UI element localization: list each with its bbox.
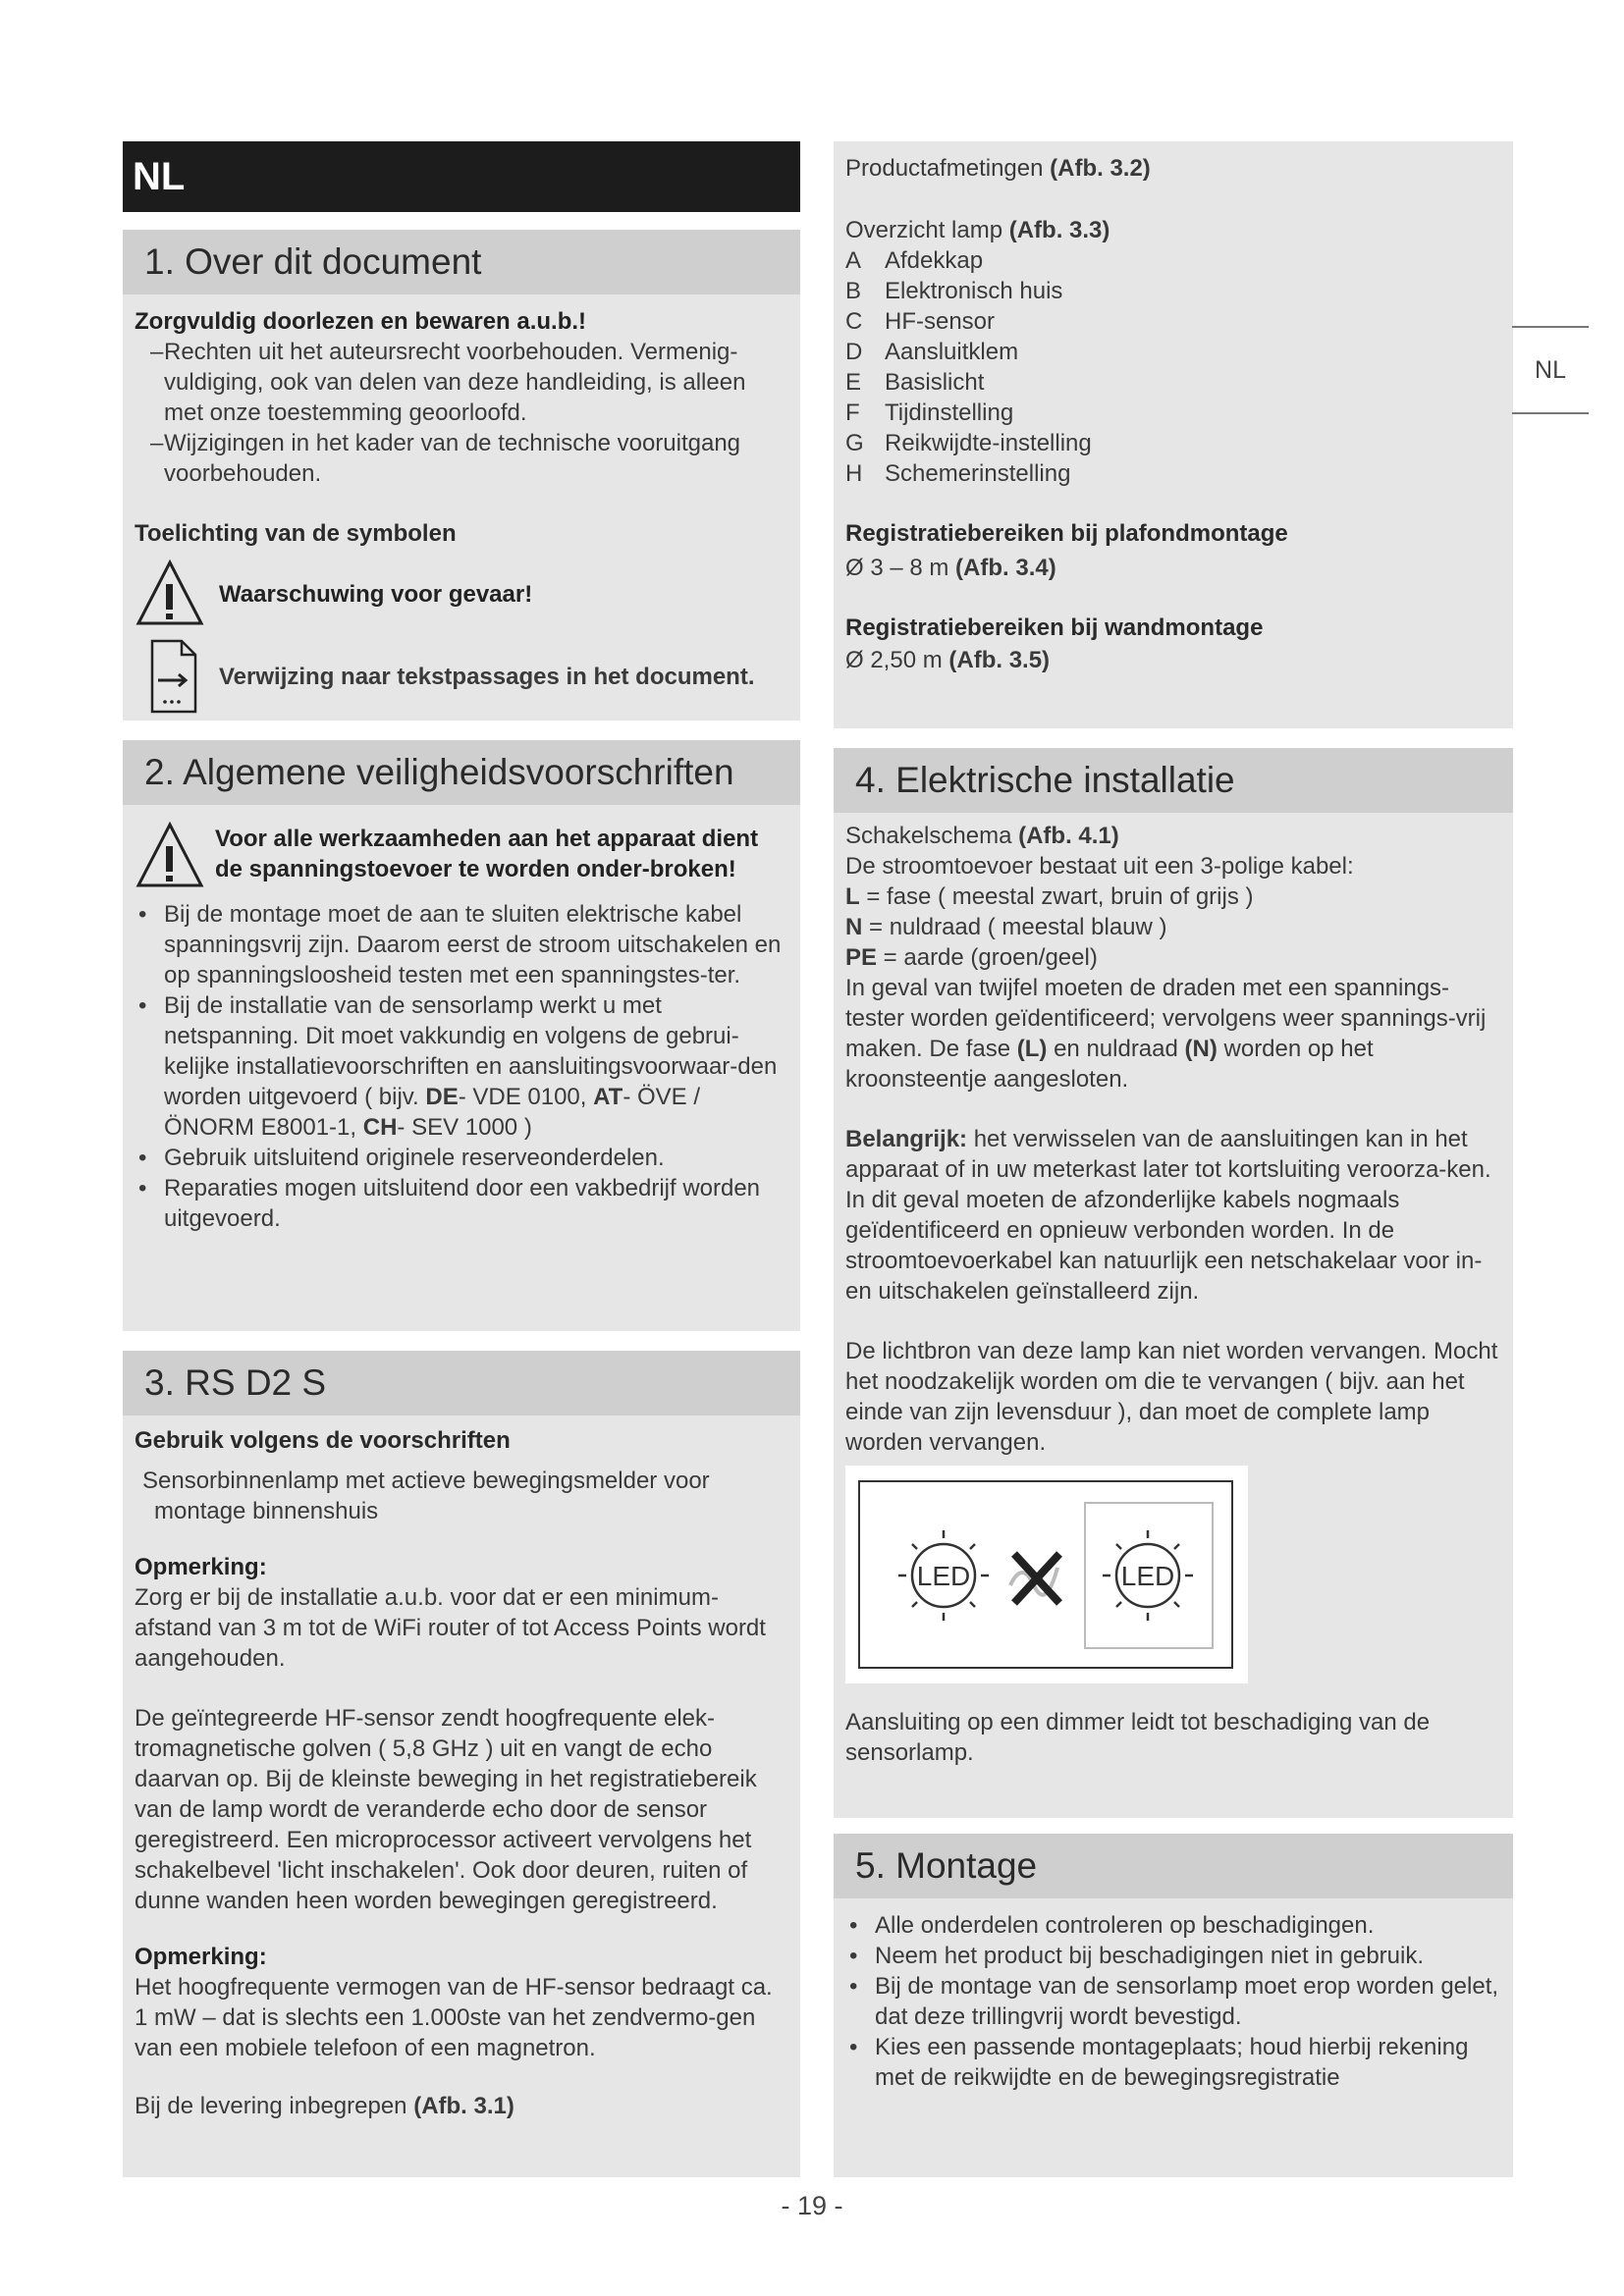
section-3-use-title: Gebruik volgens de voorschriften xyxy=(135,1427,511,1454)
section-4-box xyxy=(834,748,1513,1818)
legend-item: E Basislicht xyxy=(845,369,985,396)
section-5-box xyxy=(834,1834,1513,2177)
legend-item: B Elektronisch huis xyxy=(845,278,1063,304)
wall-range-value: Ø 2,50 m (Afb. 3.5) xyxy=(845,647,1051,673)
section-3-use-text: Sensorbinnenlamp met actieve bewegingsmelder voor montage binnenshuis xyxy=(142,1468,710,1524)
ceiling-range-value: Ø 3 – 8 m (Afb. 3.4) xyxy=(845,555,1056,581)
language-header: NL xyxy=(123,141,800,212)
warning-triangle-icon xyxy=(135,821,205,891)
light-source-text: De lichtbron van deze lamp kan niet worden vervangen. Mocht het noodzakelijk worden om die te vervangen ( bijv. aan het einde van zijn levensduur ), dan moet de complete lamp worden vervangen. xyxy=(845,1338,1498,1456)
section-1-box xyxy=(123,230,800,721)
list-item: • Bij de montage van de sensorlamp moet erop worden gelet, dat deze trillingvrij wordt bevestigd. xyxy=(845,1971,1501,2032)
led-label-right: LED xyxy=(1120,1561,1175,1591)
important-text: Belangrijk: het verwisselen van de aansluitingen kan in het apparaat of in uw meterkast later tot kortsluiting veroorza-ken. In dit geval moeten de afzonderlijke kabels nogmaals geïdentificeerd en opnieuw verbonden worden. In de stroomtoevoerkabel kan natuurlijk een netschakelaar voor in- en uitschakelen geïnstalleerd zijn. xyxy=(845,1126,1491,1305)
legend-item: D Aansluitklem xyxy=(845,339,1019,365)
side-language-tab: NL xyxy=(1512,326,1589,414)
included-text: Bij de levering inbegrepen (Afb. 3.1) xyxy=(135,2093,514,2119)
legend-item: H Schemerinstelling xyxy=(845,460,1071,487)
no-dimmer-illustration xyxy=(845,1466,1248,1683)
product-overview-box xyxy=(834,141,1513,728)
section-1-subtitle-read: Zorgvuldig doorlezen en bewaren a.u.b.! xyxy=(135,308,587,335)
section-3-box xyxy=(123,1351,800,2177)
section-5-list xyxy=(845,1910,1501,2093)
list-item: • Gebruik uitsluitend originele reserveonderdelen. xyxy=(135,1143,788,1173)
led-dimmer-figure xyxy=(845,1466,1248,1683)
dimmer-warning-text: Aansluiting op een dimmer leidt tot beschadiging van de sensorlamp. xyxy=(845,1709,1431,1766)
note-1-title: Opmerking: xyxy=(135,1554,267,1580)
lamp-legend xyxy=(845,245,1501,489)
legend-item: G Reikwijdte-instelling xyxy=(845,430,1092,456)
section-1-title: 1. Over dit document xyxy=(123,230,800,294)
section-3-paragraph: De geïntegreerde HF-sensor zendt hoogfrequente elek-tromagnetische golven ( 5,8 GHz ) uit en vangt de echo daarvan op. Bij de kleinste beweging in het registratiebereik van de lamp wordt de veranderde echo door de sensor geregistreerd. Een microprocessor activeert vervolgens het schakelbevel 'licht inschakelen'. Ook door deuren, ruiten of dunne wanden heen worden bewegingen geregistreerd. xyxy=(135,1705,757,1914)
list-item: • Bij de installatie van de sensorlamp werkt u met netspanning. Dit moet vakkundig en volgens de gebrui-kelijke installatievoorschriften en aansluitingsvoorwaar-den worden uitgevoerd ( bijv. DE- VDE 0100, AT- ÖVE / ÖNORM E8001-1, CH- SEV 1000 ) xyxy=(135,990,788,1143)
section-2-list xyxy=(135,899,788,1234)
section-3-title: 3. RS D2 S xyxy=(123,1351,800,1415)
symbol-warning-row xyxy=(135,559,788,629)
list-item: • Alle onderdelen controleren op beschadigingen. xyxy=(845,1910,1501,1941)
legend-item: A Afdekkap xyxy=(845,247,984,274)
symbol-warning-label: Waarschuwing voor gevaar! xyxy=(219,580,533,608)
section-4-title: 4. Elektrische installatie xyxy=(834,748,1513,813)
section-5-title: 5. Montage xyxy=(834,1834,1513,1898)
list-item: – Wijzigingen in het kader van de technische vooruitgang voorbehouden. xyxy=(135,428,788,489)
legend-item: C HF-sensor xyxy=(845,308,996,335)
note-2-text: Het hoogfrequente vermogen van de HF-sensor bedraagt ca. 1 mW – dat is slechts een 1.000ste van het zendvermo-gen van een mobiele telefoon of een magnetron. xyxy=(135,1974,773,2061)
dimmer-crossed-icon xyxy=(1010,1554,1059,1603)
ceiling-range-title: Registratiebereiken bij plafondmontage xyxy=(845,520,1288,547)
section-2-title: 2. Algemene veiligheidsvoorschriften xyxy=(123,740,800,805)
page-number: - 19 - xyxy=(781,2191,843,2220)
list-item: • Kies een passende montageplaats; houd hierbij rekening met de reikwijdte en de bewegingsregistratie xyxy=(845,2032,1501,2093)
doubt-text: In geval van twijfel moeten de draden met een spannings-tester worden geïdentificeerd; vervolgens weer spannings-vrij maken. De fase (L) en nuldraad (N) worden op het kroonsteentje aangesloten. xyxy=(845,975,1487,1093)
list-item: • Reparaties mogen uitsluitend door een vakbedrijf worden uitgevoerd. xyxy=(135,1173,788,1234)
legend-item: F Tijdinstelling xyxy=(845,400,1014,426)
warning-triangle-icon xyxy=(135,559,205,629)
led-label-left: LED xyxy=(916,1561,971,1591)
wall-range-title: Registratiebereiken bij wandmontage xyxy=(845,614,1264,641)
section-2-warning xyxy=(135,817,788,891)
note-1-text: Zorg er bij de installatie a.u.b. voor dat er een minimum-afstand van 3 m tot de WiFi router of tot Access Points wordt aangehouden. xyxy=(135,1584,766,1672)
list-item: – Rechten uit het auteursrecht voorbehouden. Vermenig-vuldiging, ook van delen van deze handleiding, is alleen met onze toestemming geoorloofd. xyxy=(135,337,788,428)
document-reference-icon xyxy=(135,637,205,716)
symbol-reference-label: Verwijzing naar tekstpassages in het document. xyxy=(219,663,755,690)
wire-l: L = fase ( meestal zwart, bruin of grijs ) xyxy=(845,883,1254,910)
note-2-title: Opmerking: xyxy=(135,1944,267,1970)
cable-text: De stroomtoevoer bestaat uit een 3-polige kabel: xyxy=(845,853,1354,880)
wire-n: N = nuldraad ( meestal blauw ) xyxy=(845,914,1167,940)
schema-line: Schakelschema (Afb. 4.1) xyxy=(845,823,1119,849)
symbol-reference-row xyxy=(135,637,788,716)
list-item: • Neem het product bij beschadigingen niet in gebruik. xyxy=(845,1941,1501,1971)
section-2-box xyxy=(123,740,800,1331)
overview-line: Overzicht lamp (Afb. 3.3) xyxy=(845,217,1110,243)
wire-pe: PE = aarde (groen/geel) xyxy=(845,944,1098,971)
dimensions-line: Productafmetingen (Afb. 3.2) xyxy=(845,155,1151,182)
list-item: • Bij de montage moet de aan te sluiten elektrische kabel spanningsvrij zijn. Daarom eerst de stroom uitschakelen en op spanningsloosheid testen met een spanningstes-ter. xyxy=(135,899,788,990)
section-2-warning-text: Voor alle werkzaamheden aan het apparaat dient de spanningstoevoer te worden onder-broken! xyxy=(215,826,759,882)
section-1-symbols-title: Toelichting van de symbolen xyxy=(135,520,457,547)
section-1-list xyxy=(135,337,788,489)
